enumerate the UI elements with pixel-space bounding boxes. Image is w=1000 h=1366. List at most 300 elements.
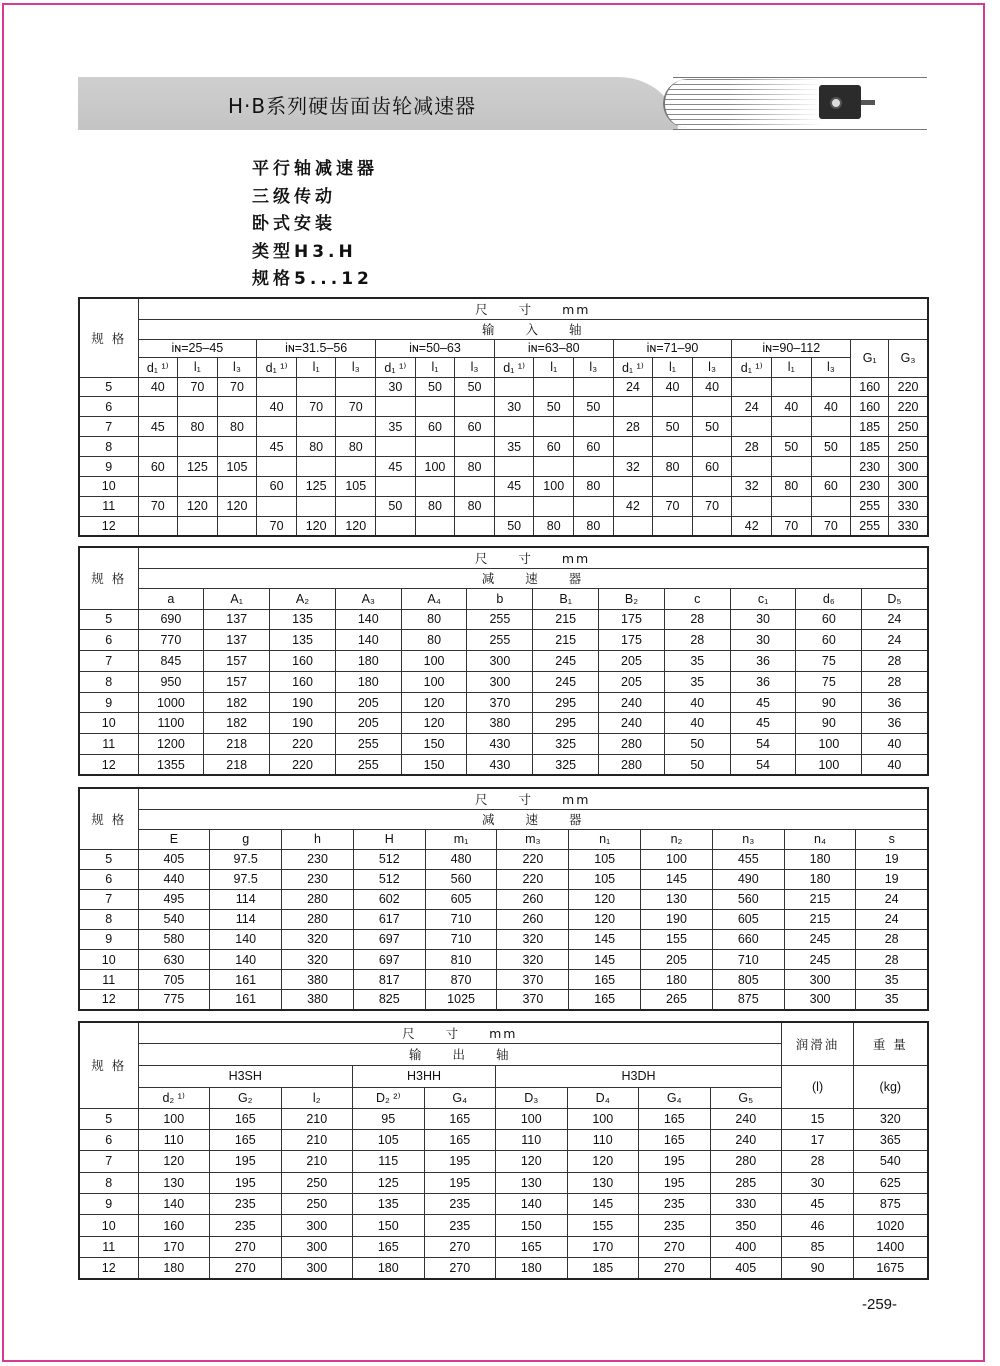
spec-cell: 5 (79, 849, 138, 869)
value-cell: 285 (710, 1172, 782, 1193)
value-cell: 145 (569, 949, 641, 969)
data-row (79, 609, 928, 630)
value-cell (336, 457, 376, 477)
value-cell: 100 (496, 1108, 568, 1129)
value-cell: 325 (533, 755, 599, 776)
column-header: d₁ ¹⁾ (732, 357, 772, 377)
value-cell: 330 (710, 1194, 782, 1215)
value-cell: 270 (639, 1236, 711, 1257)
value-cell: 370 (497, 990, 569, 1010)
value-cell: 625 (854, 1172, 928, 1193)
value-cell: 205 (335, 692, 401, 713)
value-cell: 280 (599, 755, 665, 776)
value-cell: 90 (796, 713, 862, 734)
value-cell: 45 (376, 457, 416, 477)
spec-cell: 5 (79, 1108, 138, 1129)
value-cell: 220 (270, 734, 336, 755)
value-cell: 100 (567, 1108, 639, 1129)
value-cell: 255 (467, 609, 533, 630)
value-cell: 80 (401, 609, 467, 630)
value-cell: 75 (796, 671, 862, 692)
value-cell: 165 (496, 1236, 568, 1257)
value-cell: 40 (692, 377, 732, 397)
value-cell: 135 (270, 630, 336, 651)
spec-cell: 5 (79, 377, 138, 397)
value-cell: 60 (455, 417, 495, 437)
value-cell: 182 (204, 713, 270, 734)
value-cell (811, 457, 851, 477)
value-cell: 35 (664, 651, 730, 672)
lube-oil-header: 润滑油 (782, 1022, 854, 1065)
value-cell: 36 (862, 692, 928, 713)
value-cell: 45 (494, 476, 534, 496)
column-header: d₆ (796, 588, 862, 609)
value-cell: 70 (138, 496, 178, 516)
value-cell (613, 397, 653, 417)
value-cell: 705 (138, 970, 210, 990)
value-cell: 1025 (425, 990, 497, 1010)
column-header: g (210, 829, 282, 849)
value-cell: 300 (889, 457, 928, 477)
value-cell (772, 496, 812, 516)
value-cell: 28 (782, 1151, 854, 1172)
value-cell: 70 (653, 496, 693, 516)
value-cell: 137 (204, 630, 270, 651)
value-cell: 80 (401, 630, 467, 651)
value-cell: 85 (782, 1236, 854, 1257)
value-cell (217, 397, 257, 417)
value-cell: 370 (467, 692, 533, 713)
value-cell: 230 (282, 869, 354, 889)
value-cell: 190 (270, 713, 336, 734)
spec-cell: 5 (79, 609, 138, 630)
value-cell: 36 (730, 651, 796, 672)
value-cell (296, 496, 336, 516)
value-cell: 220 (889, 397, 928, 417)
value-cell: 60 (796, 630, 862, 651)
value-cell: 245 (533, 671, 599, 692)
value-cell: 280 (282, 909, 354, 929)
value-cell (455, 516, 495, 536)
column-header: d₁ ¹⁾ (138, 357, 178, 377)
value-cell: 105 (353, 1129, 425, 1150)
value-cell: 60 (796, 609, 862, 630)
value-cell: 28 (664, 630, 730, 651)
column-header: l₃ (217, 357, 257, 377)
divider (673, 129, 927, 130)
value-cell (653, 516, 693, 536)
value-cell: 30 (376, 377, 416, 397)
section-header: 减 速 器 (138, 568, 928, 588)
value-cell: 195 (639, 1151, 711, 1172)
value-cell: 60 (534, 437, 574, 457)
value-cell (138, 476, 178, 496)
column-header: G₃ (889, 339, 928, 377)
value-cell: 875 (854, 1194, 928, 1215)
value-cell: 870 (425, 970, 497, 990)
value-cell: 50 (494, 516, 534, 536)
data-row (79, 496, 928, 516)
subtitle-line: 三级传动 (252, 186, 336, 207)
output-shaft-table (78, 1021, 929, 1280)
value-cell: 45 (257, 437, 297, 457)
value-cell: 80 (336, 437, 376, 457)
column-header: l₁ (534, 357, 574, 377)
value-cell: 210 (281, 1108, 353, 1129)
column-header: d₁ ¹⁾ (376, 357, 416, 377)
value-cell: 24 (732, 397, 772, 417)
value-cell: 165 (569, 970, 641, 990)
value-cell: 45 (730, 692, 796, 713)
data-row (79, 1194, 928, 1215)
value-cell: 170 (138, 1236, 210, 1257)
data-row (79, 457, 928, 477)
value-cell (336, 496, 376, 516)
value-cell: 512 (353, 869, 425, 889)
value-cell: 40 (811, 397, 851, 417)
value-cell: 770 (138, 630, 204, 651)
spec-cell: 9 (79, 1194, 138, 1215)
value-cell: 320 (854, 1108, 928, 1129)
table-row (79, 588, 928, 609)
value-cell: 210 (281, 1129, 353, 1150)
value-cell: 950 (138, 671, 204, 692)
value-cell: 270 (424, 1236, 496, 1257)
value-cell: 1000 (138, 692, 204, 713)
reducer-dimensions-table-1 (78, 546, 929, 776)
value-cell: 250 (889, 437, 928, 457)
value-cell: 105 (336, 476, 376, 496)
value-cell: 430 (467, 734, 533, 755)
value-cell: 80 (415, 496, 455, 516)
value-cell: 495 (138, 889, 210, 909)
value-cell: 230 (282, 849, 354, 869)
value-cell: 180 (138, 1258, 210, 1279)
value-cell (217, 476, 257, 496)
column-header: c₁ (730, 588, 796, 609)
value-cell: 90 (796, 692, 862, 713)
column-header: d₁ ¹⁾ (494, 357, 534, 377)
value-cell: 255 (467, 630, 533, 651)
value-cell: 100 (796, 734, 862, 755)
value-cell (692, 397, 732, 417)
value-cell: 24 (862, 630, 928, 651)
value-cell: 145 (641, 869, 713, 889)
value-cell: 100 (796, 755, 862, 776)
data-row (79, 849, 928, 869)
dims-header: 尺 寸 mm (138, 298, 928, 319)
value-cell: 260 (497, 909, 569, 929)
data-row (79, 671, 928, 692)
data-row (79, 909, 928, 929)
value-cell: 80 (653, 457, 693, 477)
value-cell: 180 (335, 671, 401, 692)
column-header: D₃ (496, 1087, 568, 1108)
value-cell: 1355 (138, 755, 204, 776)
value-cell (772, 417, 812, 437)
value-cell: 115 (353, 1151, 425, 1172)
value-cell: 35 (856, 970, 928, 990)
spec-header: 规 格 (79, 1022, 138, 1108)
value-cell (455, 397, 495, 417)
value-cell: 140 (210, 949, 282, 969)
value-cell: 190 (641, 909, 713, 929)
value-cell: 220 (270, 755, 336, 776)
value-cell: 660 (712, 929, 784, 949)
column-header: l₁ (772, 357, 812, 377)
column-header: c (664, 588, 730, 609)
ratio-group-header: iɴ=63–80 (494, 339, 613, 357)
value-cell (732, 496, 772, 516)
value-cell: 40 (653, 377, 693, 397)
column-header: l₃ (574, 357, 614, 377)
value-cell: 40 (862, 734, 928, 755)
table-row (79, 298, 928, 319)
column-header: d₁ ¹⁾ (257, 357, 297, 377)
ratio-group-header: iɴ=71–90 (613, 339, 732, 357)
table-row (79, 568, 928, 588)
value-cell: 330 (889, 516, 928, 536)
value-cell: 265 (641, 990, 713, 1010)
value-cell: 320 (282, 929, 354, 949)
column-header: l₂ (281, 1087, 353, 1108)
value-cell: 630 (138, 949, 210, 969)
value-cell: 1675 (854, 1258, 928, 1279)
ratio-group-header: iɴ=50–63 (376, 339, 495, 357)
value-cell: 255 (335, 755, 401, 776)
data-row (79, 970, 928, 990)
value-cell: 150 (401, 734, 467, 755)
value-cell: 320 (282, 949, 354, 969)
section-header: 输 入 轴 (138, 319, 928, 339)
value-cell: 180 (641, 970, 713, 990)
value-cell: 17 (782, 1129, 854, 1150)
value-cell: 165 (569, 990, 641, 1010)
value-cell: 80 (574, 476, 614, 496)
value-cell: 195 (424, 1151, 496, 1172)
value-cell: 161 (210, 970, 282, 990)
value-cell: 60 (574, 437, 614, 457)
value-cell: 560 (425, 869, 497, 889)
value-cell (257, 496, 297, 516)
value-cell: 50 (534, 397, 574, 417)
value-cell: 155 (641, 929, 713, 949)
data-row (79, 929, 928, 949)
value-cell: 32 (732, 476, 772, 496)
column-header: n₁ (569, 829, 641, 849)
value-cell: 180 (353, 1258, 425, 1279)
value-cell: 255 (851, 516, 889, 536)
value-cell (455, 476, 495, 496)
value-cell (415, 397, 455, 417)
value-cell: 165 (424, 1108, 496, 1129)
value-cell (257, 377, 297, 397)
value-cell: 45 (138, 417, 178, 437)
column-header: G₄ (424, 1087, 496, 1108)
value-cell: 185 (851, 417, 889, 437)
value-cell: 110 (138, 1129, 210, 1150)
value-cell: 130 (567, 1172, 639, 1193)
value-cell: 220 (889, 377, 928, 397)
value-cell: 165 (424, 1129, 496, 1150)
value-cell: 36 (862, 713, 928, 734)
column-header: l₁ (178, 357, 218, 377)
value-cell: 70 (692, 496, 732, 516)
value-cell: 540 (138, 909, 210, 929)
value-cell: 215 (784, 909, 856, 929)
value-cell: 60 (138, 457, 178, 477)
column-header: n₂ (641, 829, 713, 849)
spec-cell: 8 (79, 437, 138, 457)
column-header: s (856, 829, 928, 849)
subtitle-line: 卧式安装 (252, 214, 336, 234)
value-cell (613, 437, 653, 457)
value-cell: 480 (425, 849, 497, 869)
value-cell: 255 (335, 734, 401, 755)
ratio-group-header: iɴ=31.5–56 (257, 339, 376, 357)
column-header: b (467, 588, 533, 609)
value-cell: 380 (467, 713, 533, 734)
value-cell (574, 457, 614, 477)
value-cell: 1020 (854, 1215, 928, 1236)
value-cell: 180 (335, 651, 401, 672)
section-header: 减 速 器 (138, 809, 928, 829)
value-cell (692, 437, 732, 457)
value-cell (257, 417, 297, 437)
column-header: m₃ (497, 829, 569, 849)
weight-header: 重 量 (854, 1022, 928, 1065)
value-cell: 270 (210, 1258, 282, 1279)
value-cell (178, 516, 218, 536)
value-cell: 218 (204, 734, 270, 755)
value-cell (732, 417, 772, 437)
value-cell: 240 (599, 713, 665, 734)
spec-header: 规 格 (79, 547, 138, 609)
value-cell: 125 (178, 457, 218, 477)
value-cell: 260 (497, 889, 569, 909)
value-cell: 140 (496, 1194, 568, 1215)
value-cell: 210 (281, 1151, 353, 1172)
spec-header: 规 格 (79, 298, 138, 377)
value-cell: 105 (569, 869, 641, 889)
column-header: D₄ (567, 1087, 639, 1108)
value-cell: 157 (204, 651, 270, 672)
value-cell (415, 516, 455, 536)
column-header: n₄ (784, 829, 856, 849)
data-row (79, 734, 928, 755)
lube-oil-unit: (l) (782, 1065, 854, 1108)
value-cell: 28 (613, 417, 653, 437)
value-cell (653, 476, 693, 496)
title-banner (78, 77, 927, 130)
data-row (79, 377, 928, 397)
value-cell (178, 437, 218, 457)
value-cell: 100 (534, 476, 574, 496)
value-cell: 350 (710, 1215, 782, 1236)
value-cell: 30 (494, 397, 534, 417)
spec-cell: 12 (79, 1258, 138, 1279)
value-cell: 30 (730, 630, 796, 651)
value-cell (534, 377, 574, 397)
value-cell: 135 (353, 1194, 425, 1215)
value-cell: 36 (730, 671, 796, 692)
value-cell (494, 377, 534, 397)
value-cell: 825 (353, 990, 425, 1010)
input-shaft-table (78, 297, 929, 537)
column-header: d₁ ¹⁾ (613, 357, 653, 377)
value-cell: 60 (811, 476, 851, 496)
value-cell: 42 (613, 496, 653, 516)
value-cell: 50 (772, 437, 812, 457)
column-header: D₅ (862, 588, 928, 609)
spec-cell: 11 (79, 970, 138, 990)
value-cell: 1200 (138, 734, 204, 755)
value-cell (376, 516, 416, 536)
value-cell: 120 (296, 516, 336, 536)
value-cell: 137 (204, 609, 270, 630)
value-cell: 250 (281, 1194, 353, 1215)
value-cell (732, 457, 772, 477)
value-cell: 380 (282, 990, 354, 1010)
spec-cell: 11 (79, 734, 138, 755)
value-cell: 250 (281, 1172, 353, 1193)
data-row (79, 417, 928, 437)
value-cell (376, 397, 416, 417)
table-row (79, 809, 928, 829)
value-cell: 95 (353, 1108, 425, 1129)
value-cell: 215 (533, 630, 599, 651)
value-cell: 235 (210, 1194, 282, 1215)
value-cell: 255 (851, 496, 889, 516)
data-row (79, 1258, 928, 1279)
value-cell: 80 (455, 496, 495, 516)
value-cell: 40 (664, 713, 730, 734)
ratio-group-header: iɴ=25–45 (138, 339, 257, 357)
value-cell: 805 (712, 970, 784, 990)
value-cell: 120 (569, 909, 641, 929)
value-cell: 28 (856, 949, 928, 969)
value-cell: 710 (712, 949, 784, 969)
value-cell: 710 (425, 909, 497, 929)
data-row (79, 476, 928, 496)
value-cell (296, 377, 336, 397)
value-cell: 205 (641, 949, 713, 969)
value-cell: 50 (653, 417, 693, 437)
value-cell: 125 (296, 476, 336, 496)
value-cell: 455 (712, 849, 784, 869)
value-cell: 54 (730, 734, 796, 755)
value-cell: 80 (296, 437, 336, 457)
value-cell: 165 (210, 1108, 282, 1129)
value-cell: 110 (496, 1129, 568, 1150)
value-cell: 19 (856, 849, 928, 869)
value-cell: 235 (424, 1194, 496, 1215)
data-row (79, 397, 928, 417)
value-cell: 19 (856, 869, 928, 889)
column-header: G₂ (210, 1087, 282, 1108)
type-group-header: H3SH (138, 1065, 353, 1087)
column-header: l₃ (692, 357, 732, 377)
value-cell: 580 (138, 929, 210, 949)
spec-cell: 7 (79, 417, 138, 437)
dims-header: 尺 寸 mm (138, 788, 928, 809)
value-cell: 1100 (138, 713, 204, 734)
value-cell (534, 417, 574, 437)
value-cell: 1400 (854, 1236, 928, 1257)
value-cell: 280 (599, 734, 665, 755)
value-cell: 35 (664, 671, 730, 692)
value-cell: 270 (639, 1258, 711, 1279)
